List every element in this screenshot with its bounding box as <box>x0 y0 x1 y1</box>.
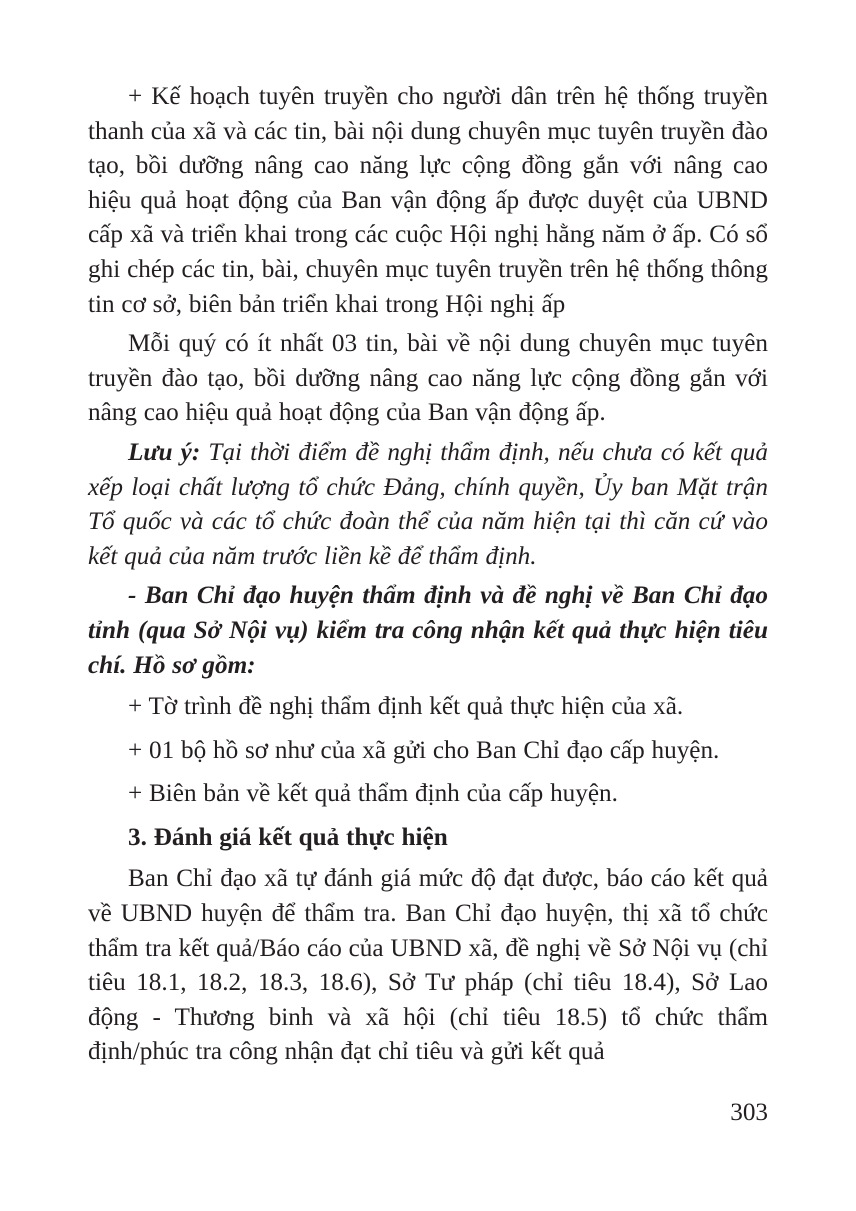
note-text: Tại thời điểm đề nghị thẩm định, nếu chưa có kết quả xếp loại chất lượng tổ chức Đảng, chính quyền, Ủy ban Mặt trận Tổ quốc và các tổ chức đoàn thể của năm hiện tại thì căn cứ vào kết quả của năm trước liền kề để thẩm định. <box>88 438 768 570</box>
paragraph-evaluation: Ban Chỉ đạo xã tự đánh giá mức độ đạt được, báo cáo kết quả về UBND huyện để thẩm tra. Ban Chỉ đạo huyện, thị xã tổ chức thẩm tra kết quả/Báo cáo của UBND xã, đề nghị về Sở Nội vụ (chỉ tiêu 18.1, 18.2, 18.3, 18.6), Sở Tư pháp (chỉ tiêu 18.4), Sở Lao động - Thương binh và xã hội (chỉ tiêu 18.5) tổ chức thẩm định/phúc tra công nhận đạt chỉ tiêu và gửi kết quả <box>88 865 768 1066</box>
list-item-dossier: + 01 bộ hồ sơ như của xã gửi cho Ban Chỉ đạo cấp huyện. <box>128 736 720 764</box>
paragraph-district-appraisal: - Ban Chỉ đạo huyện thẩm định và đề nghị về Ban Chỉ đạo tỉnh (qua Sở Nội vụ) kiểm tra công nhận kết quả thực hiện tiêu chí. Hồ sơ gồm: <box>88 582 768 679</box>
page-body <box>88 80 768 1070</box>
page-number: 303 <box>730 1099 768 1126</box>
paragraph-quarterly: Mỗi quý có ít nhất 03 tin, bài về nội dung chuyên mục tuyên truyền đào tạo, bồi dưỡng nâng cao năng lực cộng đồng gắn với nâng cao hiệu quả hoạt động của Ban vận động ấp. <box>88 330 768 427</box>
list-item-proposal: + Tờ trình đề nghị thẩm định kết quả thực hiện của xã. <box>128 693 684 721</box>
paragraph-plan: + Kế hoạch tuyên truyền cho người dân trên hệ thống truyền thanh của xã và các tin, bài nội dung chuyên mục tuyên truyền đào tạo, bồi dưỡng nâng cao năng lực cộng đồng gắn với nâng cao hiệu quả hoạt động của Ban vận động ấp được duyệt của UBND cấp xã và triển khai trong các cuộc Hội nghị hằng năm ở ấp. Có sổ ghi chép các tin, bài, chuyên mục tuyên truyền trên hệ thống thông tin cơ sở, biên bản triển khai trong Hội nghị ấp <box>88 83 768 318</box>
section-heading: 3. Đánh giá kết quả thực hiện <box>128 823 448 851</box>
list-item-minutes: + Biên bản về kết quả thẩm định của cấp huyện. <box>128 780 618 808</box>
paragraph-note <box>88 436 768 574</box>
note-label: Lưu ý: <box>128 438 201 466</box>
